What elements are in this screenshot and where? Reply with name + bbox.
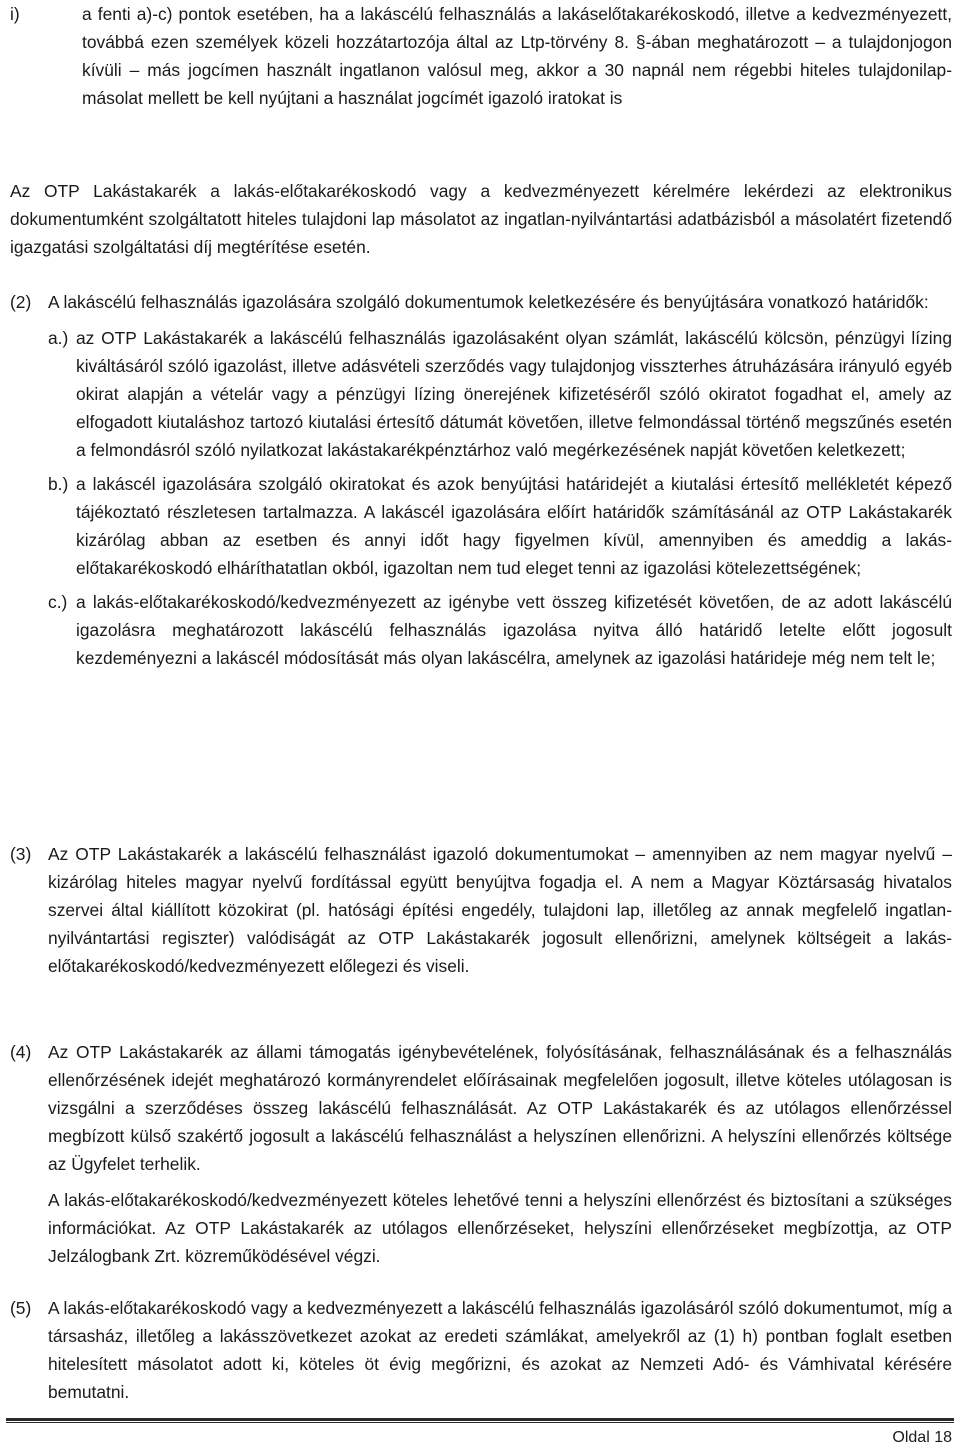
section-text: Az OTP Lakástakarék az állami támogatás igénybevételének, folyósításának, felhasználásának és a felhasználás ellenőrzésének idejét meghatározó kormányrendelet előírásainak megfelelően jogosult, illetve köteles utólagosan is vizsgálni a szerződéses összeg lakáscélú felhasználását. Az OTP Lakástakarék és az utólagos ellenőrzéssel megbízott külső szakértő jogosult a lakáscélú felhasználást a helyszínen ellenőrizni. A helyszíni ellenőrzés költsége az Ügyfelet terhelik. xyxy=(48,1042,952,1174)
section-text: Az OTP Lakástakarék a lakáscélú felhasználást igazoló dokumentumokat – amennyiben az nem magyar nyelvű – kizárólag hiteles magyar nyelvű fordítással együtt benyújtva fogadja el. A nem a Magyar Köztársaság hivatalos szervei által kiállított közokirat (pl. hatósági építési engedély, tulajdoni lap, illetőleg az annak megfelelő ingatlan-nyilvántartási regiszter) valódiságát az OTP Lakástakarék jogosult ellenőrizni, amelynek költségeit a lakás-előtakarékoskodó/kedvezményezett előlegezi és viseli. xyxy=(48,844,952,976)
subitem-label: b.) xyxy=(48,474,69,494)
subitem-a xyxy=(48,324,952,464)
subitem-label: a.) xyxy=(48,328,69,348)
footer-divider xyxy=(6,1418,954,1421)
section-intro: A lakáscélú felhasználás igazolására szolgáló dokumentumok keletkezésére és benyújtására vonatkozó határidők: xyxy=(48,292,929,312)
section-label: (2) xyxy=(10,292,32,312)
section-text: A lakás-előtakarékoskodó vagy a kedvezményezett a lakáscélú felhasználás igazolásáról szóló dokumentumot, míg a társasház, illetőleg a lakásszövetkezet azokat az eredeti számlákat, amelyekről az (1) h) pontban foglalt esetben hitelesített másolatot adott ki, köteles öt évig megőrizni, és azokat az Nemzeti Adó- és Vámhivatal kérésére bemutatni. xyxy=(48,1298,952,1402)
section-3 xyxy=(10,840,952,980)
item-label: i) xyxy=(10,4,20,24)
item-text: a fenti a)-c) pontok esetében, ha a lakáscélú felhasználás a lakáselőtakarékoskodó, illetve a kedvezményezett, továbbá ezen személyek közeli hozzátartozója által az Ltp-törvény 8. §-ában meghatározott – a tulajdonjogon kívüli – más jogcímen használt ingatlanon valósul meg, akkor a 30 napnál nem régebbi hiteles tulajdonilap-másolat mellett be kell nyújtani a használat jogcímét igazoló iratokat is xyxy=(82,4,952,108)
footer-divider-thin xyxy=(6,1422,954,1423)
section-2 xyxy=(10,288,952,672)
section-label: (5) xyxy=(10,1298,32,1318)
page-number: Oldal 18 xyxy=(892,1429,952,1446)
subitem-text: a lakáscél igazolására szolgáló okiratokat és azok benyújtási határidejét a kiutalási értesítő mellékletét képező tájékoztató részletesen tartalmazza. A lakáscél igazolására előírt határidők számításánál az OTP Lakástakarék kizárólag abban az esetben és annyi időt hagy figyelmen kívül, amennyiben és ameddig a lakás-előtakarékoskodó elháríthatatlan okból, igazoltan nem tud eleget tenni az igazolási kötelezettségének; xyxy=(76,474,952,578)
otp-paragraph: Az OTP Lakástakarék a lakás-előtakarékoskodó vagy a kedvezményezett kérelmére lekérdezi az elektronikus dokumentumként szolgáltatott hiteles tulajdoni lap másolatot az ingatlan-nyilvántartási adatbázisból a másolatért fizetendő igazgatási szolgáltatási díj megtérítése esetén. xyxy=(10,181,952,257)
section-body xyxy=(48,1038,952,1270)
subitem-c xyxy=(48,588,952,672)
section-5 xyxy=(10,1294,952,1406)
list-item-i xyxy=(10,0,952,112)
section-label: (4) xyxy=(10,1042,32,1062)
section-text-2: A lakás-előtakarékoskodó/kedvezményezett köteles lehetővé tenni a helyszíni ellenőrzést és biztosítani a szükséges információkat. Az OTP Lakástakarék az utólagos ellenőrzéseket, helyszíni ellenőrzéseket megbízottja, az OTP Jelzálogbank Zrt. közreműködésével végzi. xyxy=(48,1190,952,1266)
section-body xyxy=(48,288,952,672)
subitem-text: a lakás-előtakarékoskodó/kedvezményezett az igénybe vett összeg kifizetését követően, de az adott lakáscélú igazolásra meghatározott lakáscélú felhasználás igazolása nyitva álló határidő letelte előtt jogosult kezdeményezni a lakáscél módosítását más olyan lakáscélra, amelynek az igazolási határideje még nem telt le; xyxy=(76,592,952,668)
subitem-text: az OTP Lakástakarék a lakáscélú felhasználás igazolásaként olyan számlát, lakáscélú kölcsön, pénzügyi lízing kiváltásáról szóló igazolást, illetve adásvételi szerződés vagy tulajdonjog visszterhes átruházására irányuló egyéb okirat alapján a vételár vagy a pénzügyi lízing önerejének kifizetéséről szóló okiratot fogadhat el, amely az elfogadott kiutaláshoz tartozó kiutalási értesítő dátumát követően, illetve felmondással történő megszűnés esetén a felmondásról szóló nyilatkozat lakástakarékpénztárhoz való megérkezésének napját követően keletkezett; xyxy=(76,328,952,460)
subitem-b xyxy=(48,470,952,582)
section-label: (3) xyxy=(10,844,32,864)
section-4 xyxy=(10,1038,952,1270)
subitem-label: c.) xyxy=(48,592,68,612)
